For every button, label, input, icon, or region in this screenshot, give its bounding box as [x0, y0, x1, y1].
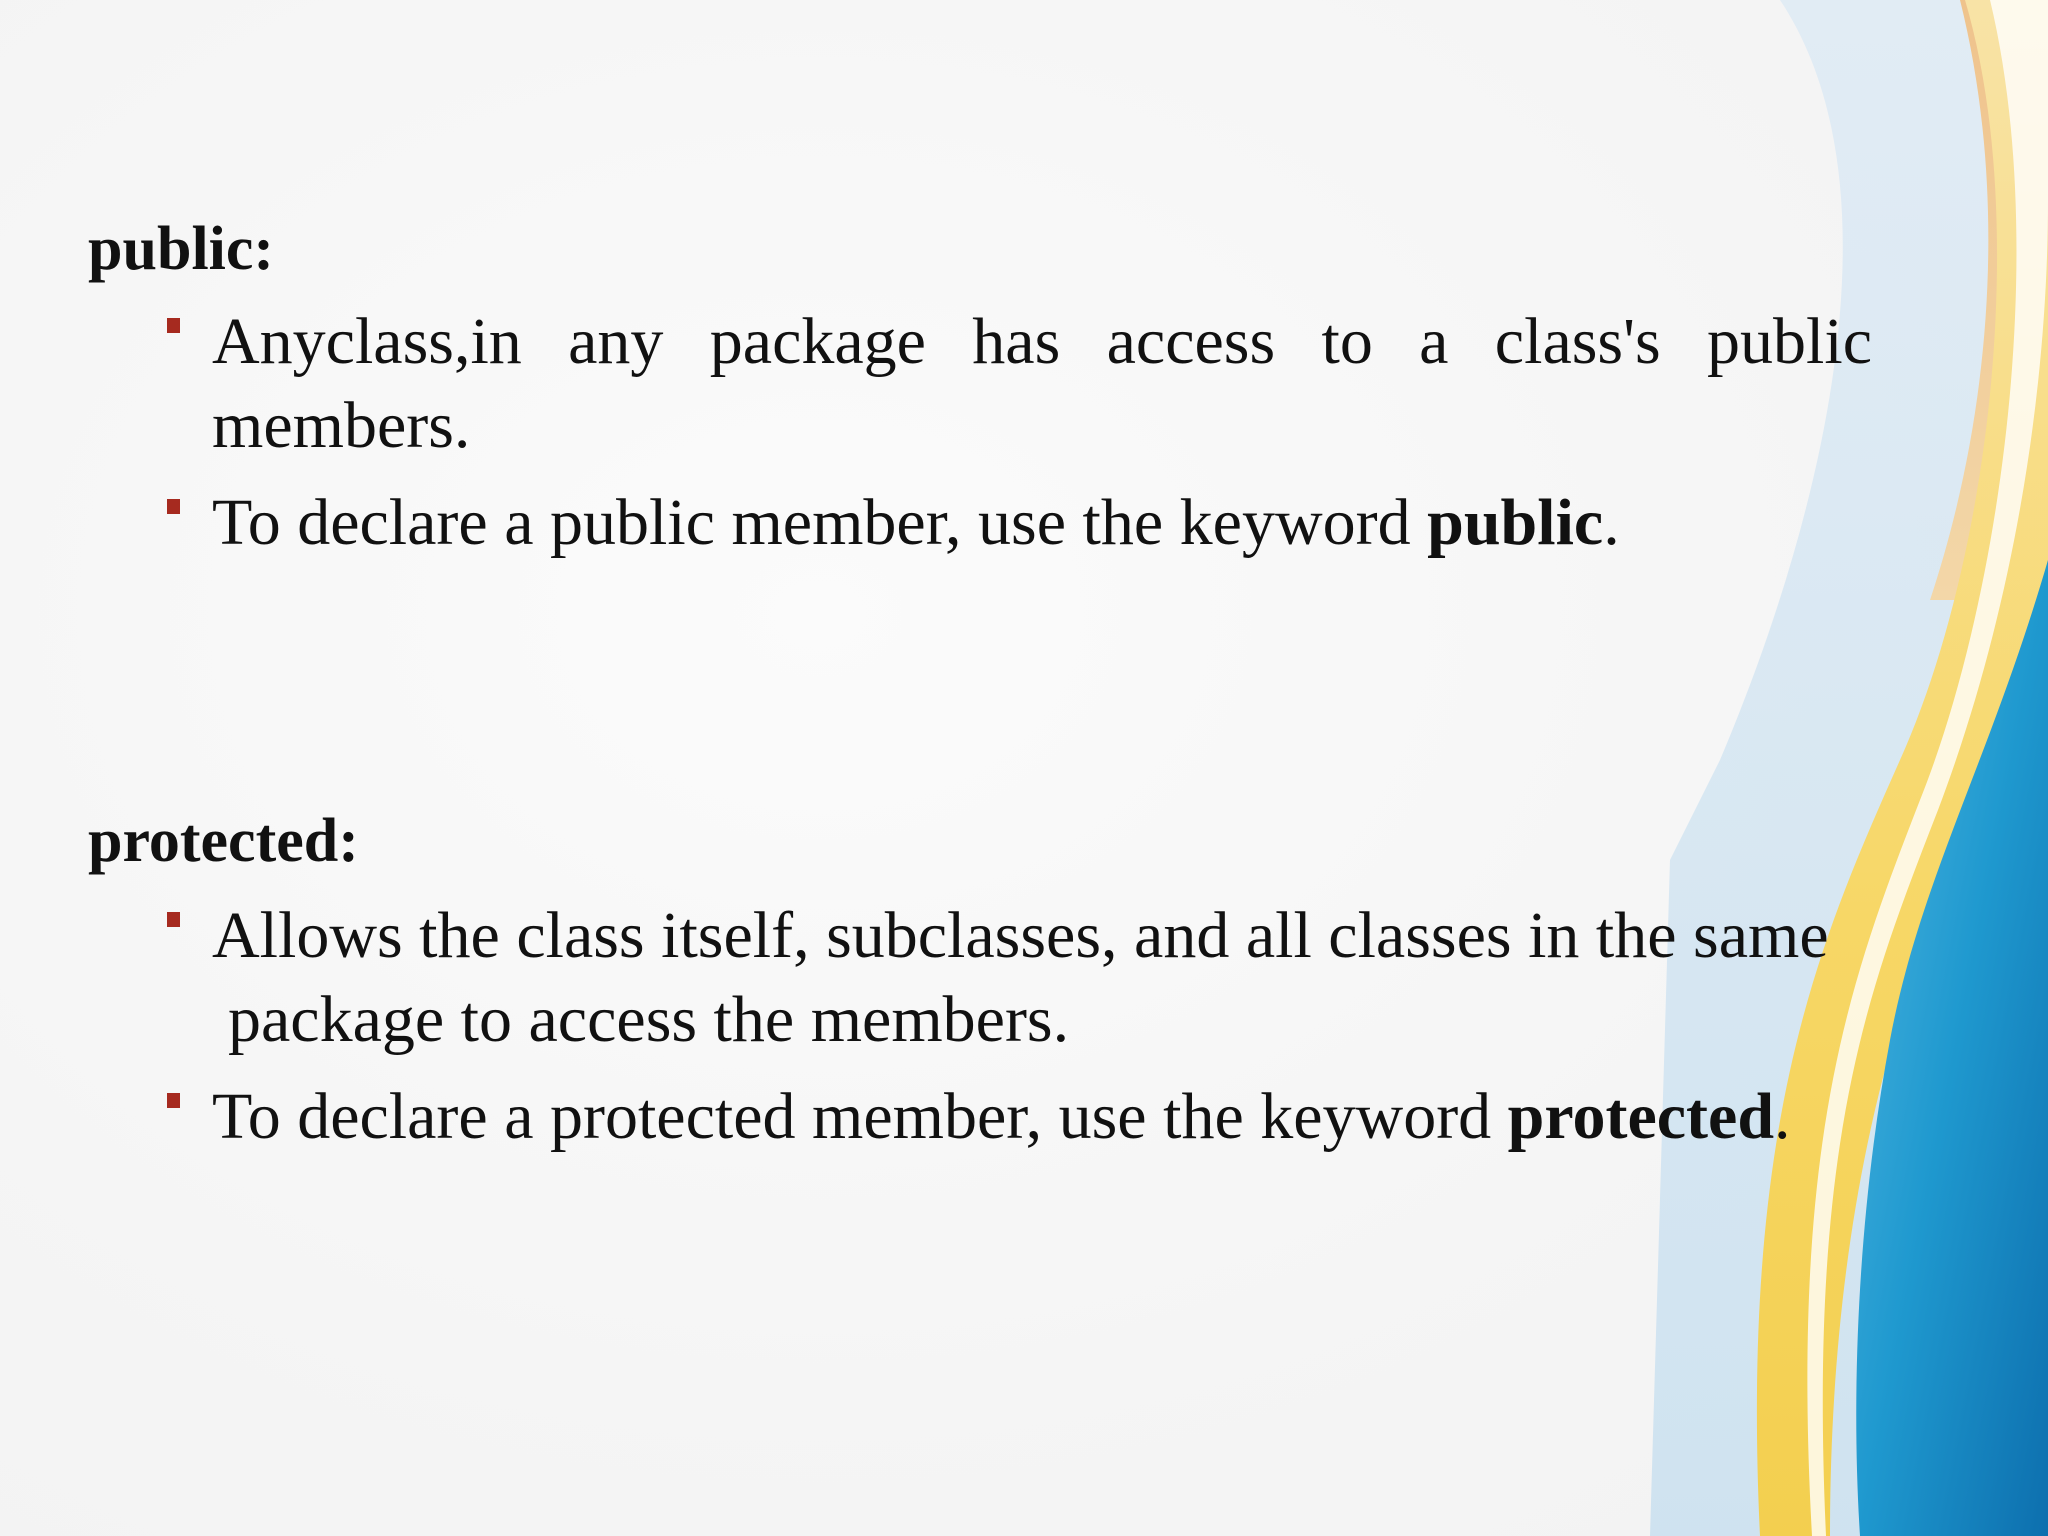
bullet-text-line-2: package to access the members. [228, 983, 1070, 1056]
bullet-public-declare [212, 481, 1620, 565]
bullet-text: To declare a protected member, use the keyword [212, 1080, 1508, 1153]
bullet-suffix: . [1774, 1080, 1791, 1153]
keyword-public: public [1427, 486, 1604, 559]
bullet-text: Anyclass,in any package has access to a class's public members. [212, 305, 1872, 462]
bullet-marker [167, 318, 180, 333]
bullet-protected-declare [212, 1075, 1791, 1159]
bullet-marker [167, 912, 180, 927]
section-heading-public: public: [88, 215, 275, 283]
bullet-suffix: . [1603, 486, 1620, 559]
bullet-marker [167, 499, 180, 514]
bullet-text-line-1: Allows the class itself, subclasses, and all classes in the same [212, 899, 1829, 972]
section-heading-protected: protected: [88, 807, 359, 875]
bullet-protected-access [212, 894, 1829, 1062]
bullet-public-access [212, 300, 1872, 468]
bullet-text: To declare a public member, use the keyword [212, 486, 1428, 559]
bullet-marker [167, 1093, 180, 1108]
keyword-protected: protected [1507, 1080, 1775, 1153]
